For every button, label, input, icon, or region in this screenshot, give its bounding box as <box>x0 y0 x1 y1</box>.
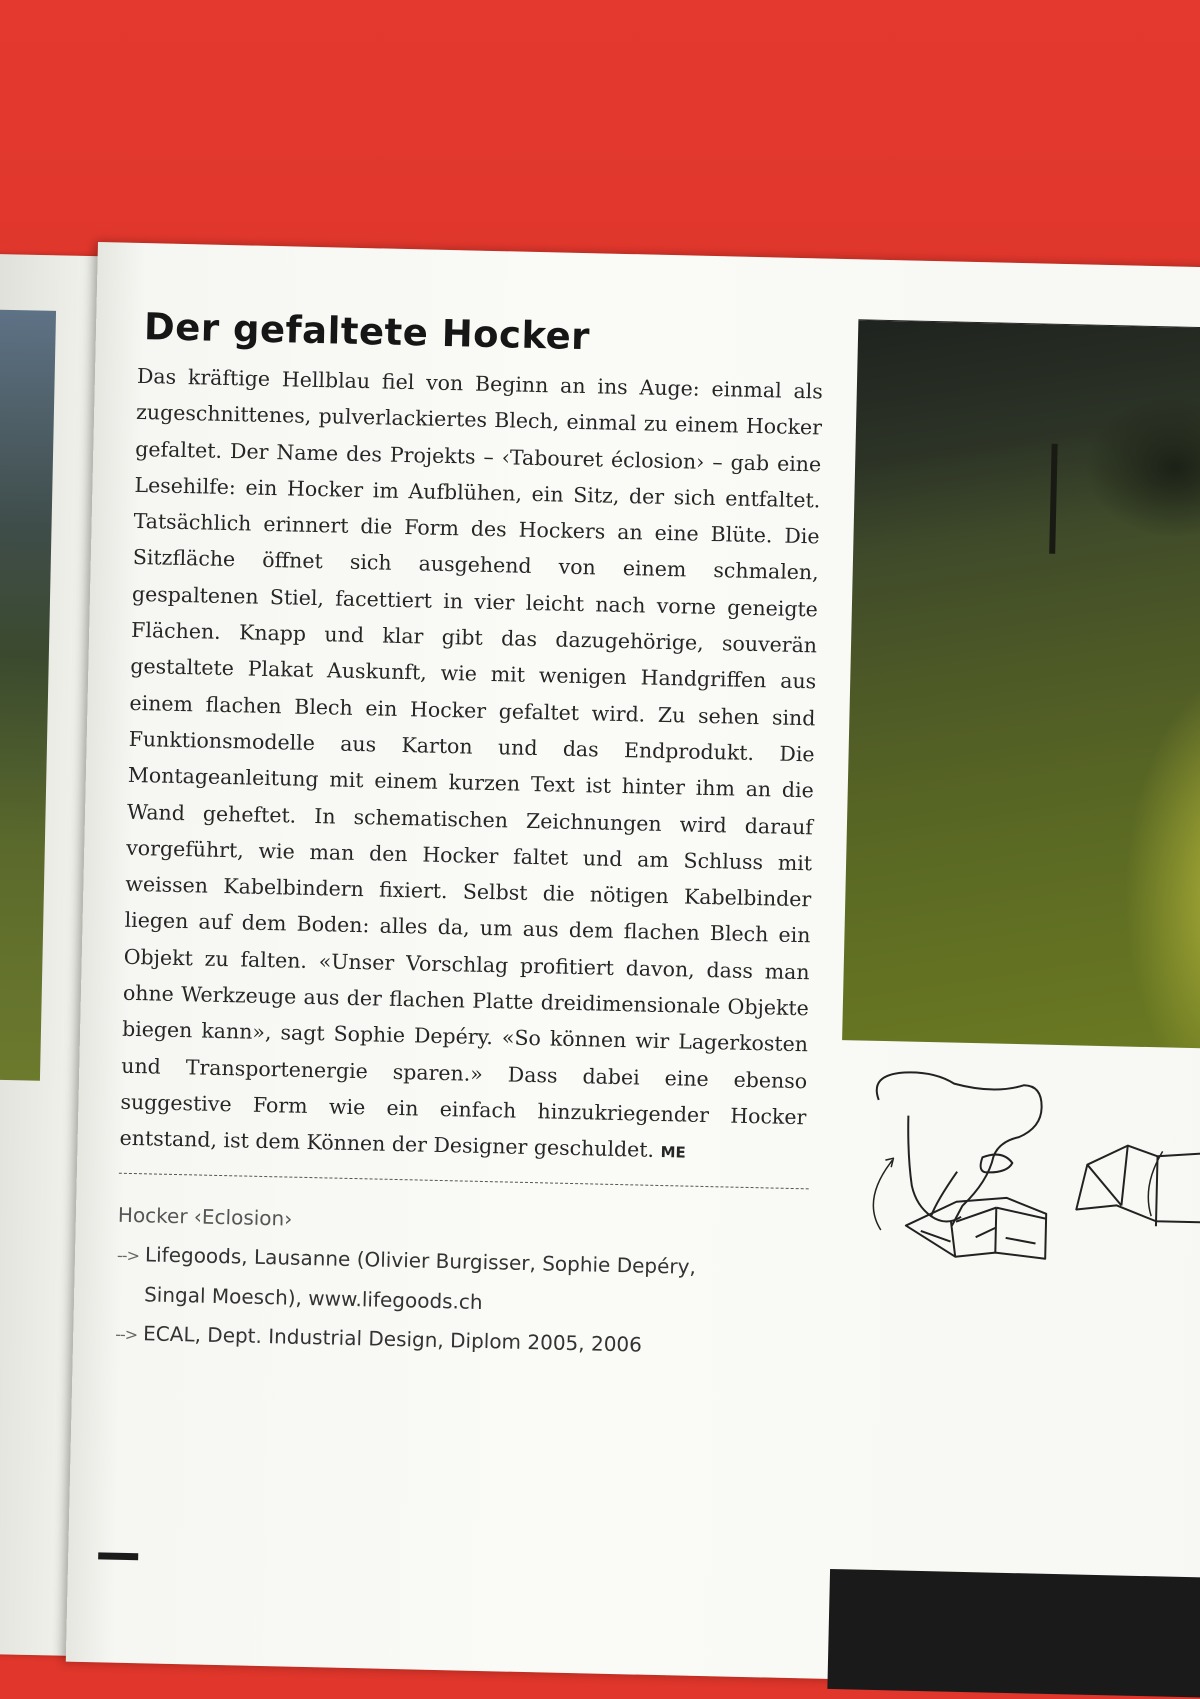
credit-line-1: --> Lifegoods, Lausanne (Olivier Burgisser, Sophie Depéry, <box>116 1241 697 1279</box>
credit-line-2: --> ECAL, Dept. Industrial Design, Diplom 2005, 2006 <box>115 1320 643 1357</box>
article <box>115 305 825 1369</box>
credits <box>115 1195 804 1369</box>
credit-product: Hocker ‹Eclosion› <box>117 1202 293 1231</box>
meadow-photo <box>842 319 1200 1049</box>
next-article-photo <box>827 1569 1200 1698</box>
credit-line-1-cont: Singal Moesch), www.lifegoods.ch <box>143 1281 483 1314</box>
arrow-icon: --> <box>115 1324 138 1344</box>
dashed-divider <box>119 1172 809 1189</box>
folding-instruction-sketch <box>845 1059 1200 1278</box>
article-body <box>119 358 823 1174</box>
article-body-text: Das kräftige Hellblau fiel von Beginn an ins Auge: einmal als zugeschnittenes, pulverlackiertes Blech, einmal zu einem Hocker gefaltet. Der Name des Projekts – ‹Tabouret éclosion› – gab eine Lesehilfe: ein Hocker im Aufblühen, ein Sitz, der sich entfaltet. Tatsächlich erinnert die Form des Hockers an eine Blüte. Die Sitzfläche öffnet sich ausgehend von einem schmalen, gespaltenen Stiel, facettiert in vier leicht nach vorne geneigte Flächen. Knapp und klar gibt das dazugehörige, souverän gestaltete Plakat Auskunft, wie mit wenigen Handgriffen aus einem flachen Blech ein Hocker gefaltet wird. Zu sehen sind Funktionsmodelle aus Karton und das Endprodukt. Die Montageanleitung mit einem kurzen Text ist hinter ihm an die Wand geheftet. In schematischen Zeichnungen wird darauf vorgeführt, wie man den Hocker faltet und am Schluss mit weissen Kabelbindern fixiert. Selbst die nötigen Kabelbinder liegen auf dem Boden: alles da, um aus dem flachen Blech ein Objekt zu falten. «Unser Vorschlag profitiert davon, dass man ohne Werkzeuge aus der flachen Platte dreidimensionale Objekte biegen kann», sagt Sophie Depéry. «So können wir Lagerkosten und Transportenergie sparen.» Dass dabei eine ebenso suggestive Form wie ein einfach hinzukriegender Hocker entstand, ist dem Können der Designer geschuldet. <box>119 363 824 1163</box>
arrow-icon: --> <box>116 1245 140 1265</box>
article-title: Der gefaltete Hocker <box>143 305 591 359</box>
magazine-page <box>66 242 1200 1689</box>
next-article-heading-fragment <box>97 1552 138 1600</box>
author-signature: ME <box>660 1143 686 1162</box>
